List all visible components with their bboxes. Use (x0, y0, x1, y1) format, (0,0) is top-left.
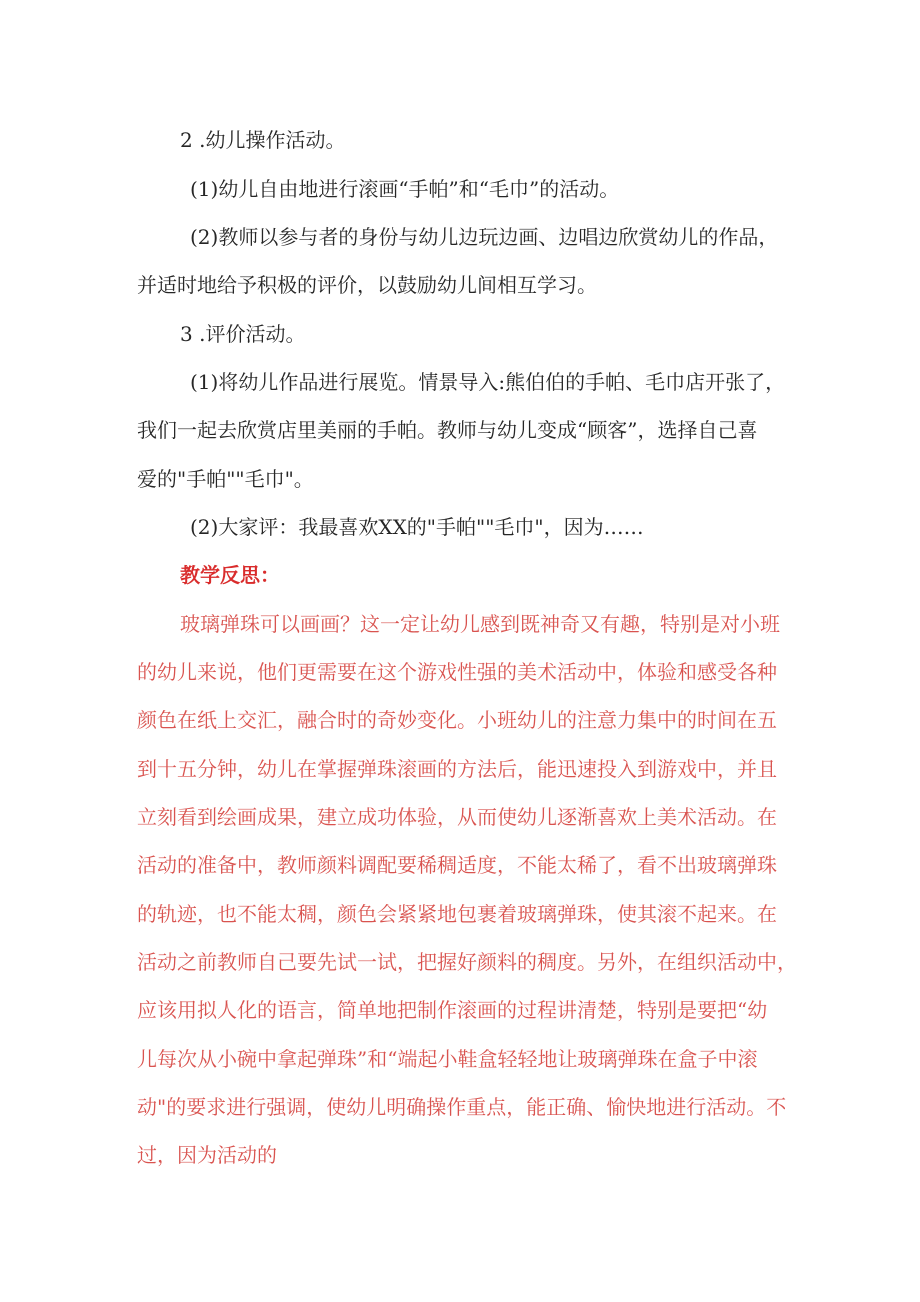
reflection-line: 过，因为活动的 (137, 1143, 277, 1167)
section-3-item-2: (2)大家评：我最喜欢XX的"手帕""毛巾"，因为…… (190, 515, 644, 539)
section-3-item-1-line-2: 我们一起去欣赏店里美丽的手帕。教师与幼儿变成“顾客”，选择自己喜 (137, 418, 758, 442)
section-3-item-1-line-1: (1)将幼儿作品进行展览。情景导入:熊伯伯的手帕、毛巾店开张了， (190, 370, 786, 394)
reflection-heading: 教学反思： (180, 563, 280, 587)
section-2-item-2-line-1: (2)教师以参与者的身份与幼儿边玩边画、边唱边欣赏幼儿的作品， (190, 225, 779, 249)
reflection-line: 立刻看到绘画成果，建立成功体验，从而使幼儿逐渐喜欢上美术活动。在 (137, 805, 777, 829)
section-2-item-2-line-2: 并适时地给予积极的评价，以鼓励幼儿间相互学习。 (137, 273, 597, 297)
reflection-line: 活动的准备中，教师颜料调配要稀稠适度，不能太稀了，看不出玻璃弹珠 (137, 853, 777, 877)
reflection-line: 的幼儿来说，他们更需要在这个游戏性强的美术活动中，体验和感受各种 (137, 660, 777, 684)
section-2-title: 2 .幼儿操作活动。 (180, 128, 346, 152)
reflection-line: 到十五分钟，幼儿在掌握弹珠滚画的方法后，能迅速投入到游戏中，并且 (137, 757, 777, 781)
reflection-line: 动"的要求进行强调，使幼儿明确操作重点，能正确、愉快地进行活动。不 (137, 1095, 787, 1119)
reflection-line: 活动之前教师自己要先试一试，把握好颜料的稠度。另外，在组织活动中， (137, 950, 797, 974)
reflection-line: 应该用拟人化的语言，简单地把制作滚画的过程讲清楚，特别是要把“幼 (137, 998, 768, 1022)
reflection-line: 儿每次从小碗中拿起弹珠”和“端起小鞋盒轻轻地让玻璃弹珠在盒子中滚 (137, 1047, 758, 1071)
reflection-line: 颜色在纸上交汇，融合时的奇妙变化。小班幼儿的注意力集中的时间在五 (137, 708, 777, 732)
section-3-item-1-line-3: 爱的"手帕""毛巾"。 (137, 467, 314, 491)
section-3-title: 3 .评价活动。 (180, 322, 306, 346)
section-2-item-1: (1)幼儿自由地进行滚画“手帕”和“毛巾”的活动。 (190, 177, 620, 201)
reflection-line: 玻璃弹珠可以画画？这一定让幼儿感到既神奇又有趣，特别是对小班 (180, 612, 780, 636)
reflection-line: 的轨迹，也不能太稠，颜色会紧紧地包裹着玻璃弹珠，使其滚不起来。在 (137, 902, 777, 926)
